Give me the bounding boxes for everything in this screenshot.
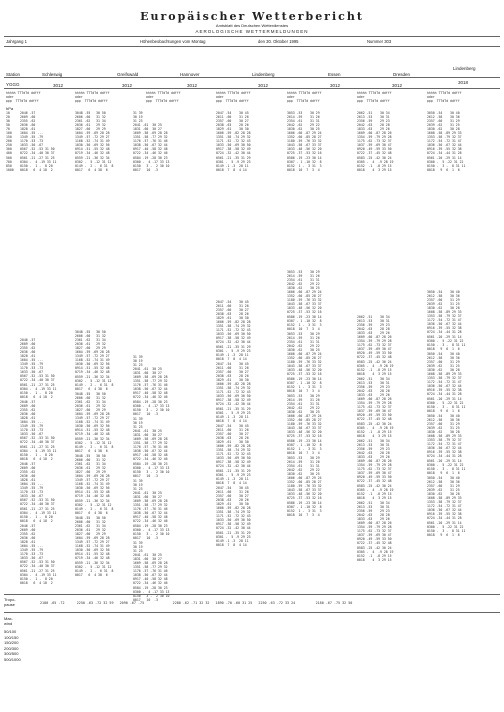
jahrgang: Jahrgang 1: [6, 39, 27, 44]
significant-level-block: 2062 -51 30 34 2613 -53 30 31 2356 -59 29 23 2042 -63 28 28 1833 -63 29 26 1609 -60 -87 28 26 1354 -59 -79 29 28 1175 -62 -73 32 37 1037 -59 -69 30 47 0920 -49 -59 33 50 0722 -37 -45 32 48 0583 -25 -42 30 24 0305 - 4 -9 28 19 0152 -1 -8 29 15 0018 4 3 29 15: [357, 439, 394, 500]
tropopause-label: Tropo- pause: [4, 597, 16, 607]
significant-level-block: 3048 -55 30 50 2606 -60 31 32 2361 -62 31 34 2036 -61 29 32 1827 -60 29 29 1604 -59 -69 28 28 1349 -57 -72 29 27 1168 -52 -74 31 49 1030 -50 -69 32 56 0914 -51 -55 32 48 0719 -34 -46 32 48 0559 -21 -36 32 34 0302 - 5 -12 31 12 0149 - 2 - 6 31 8 0017 6 4 38 6: [75, 516, 114, 577]
station-name: Schleswig: [42, 72, 63, 77]
observation-label: Höhenbeobachtungen vom Montag: [140, 39, 206, 44]
station-data-block: 2047 -54 30 45 2611 -60 31 26 2357 -60 30 27 2038 -63 28 26 1829 -61 30 30 1606 -59 -82 28 28 1351 -58 -74 29 32 1171 -52 -72 32 43 1033 -50 -69 30 50 0917 -38 -58 32 49 0724 -32 -42 30 44 0561 -21 -35 31 29 0301 - 5 -9 29 23 0149 -1 -3 28 11 0018 7 8 4 14: [216, 111, 251, 172]
col-header: hhhhh TTTdTd ddfff oder ppp TTTdTd ddfff: [146, 91, 181, 104]
significant-level-block: 2046 -57 2609 -60 2355 -62 2036 -60 1828 -61 1604 -55 ... 1349 -55 -79 1170 -53 -73 1033 -50 -67 0567 -52 -53 31 50 0722 -34 -40 30 37 0561 -21 -27 31 25 0304 - 4 -19 33 11 0150 - 1 - 8 20 0018 6 4 18 2: [20, 462, 57, 523]
col-header: hhhhh TTTdTd ddfff oder ppp TTTdTd ddfff: [357, 91, 392, 104]
significant-level-block: 2047 -54 30 45 2611 -60 31 26 2357 -60 30 27 2038 -63 28 26 1829 -61 30 30 1606 -59 -82 28 28 1351 -58 -74 29 32 1171 -52 -72 32 43 1033 -50 -69 30 50 0917 -38 -58 32 49 0724 -32 -42 30 44 0561 -21 -35 31 29 0301 - 5 -9 29 23 0149 -1 -3 28 11 0018 7 8 4 14: [216, 424, 251, 485]
station-code: 3012: [187, 83, 198, 88]
maxwind-label: Max- wind: [4, 616, 13, 626]
rule-under-meta: [4, 46, 500, 47]
significant-level-block: 31 39 30 19 31 23 2041 -61 30 25 1831 -60 30 27 1609 -58 -69 28 28 1351 -58 -77 29 32 1176 -57 -76 31 46 1038 -50 -67 32 44 0917 -40 -58 32 48 0722 -34 -46 32 46 0584 -19 -28 30 23 0300 - 4 -17 33 13 0150 3 - 2 30 10 0017 10 -3: [133, 479, 170, 540]
station-name: Dresden: [393, 72, 411, 77]
tropopause-row: 2180 -65 -72 2250 -63 -72 32 59 2090 -67 -75 2280 -62 -71 32 32 1890 -70 -60 31 25 2250 -63 -72 33 24 2180 -67 -75 32 50: [40, 601, 353, 605]
significant-level-block: 2047 -54 30 45 2611 -60 31 26 2357 -60 30 27 2038 -63 28 26 1829 -61 30 30 1606 -59 -82 28 28 1351 -58 -74 29 32 1171 -52 -72 32 43 1033 -50 -69 30 50 0917 -38 -58 32 49 0724 -32 -42 30 44 0561 -21 -35 31 29 0301 - 5 -9 29 23 0149 -1 -3 28 11 0018 7 8 4 14: [216, 486, 251, 547]
station-name: Greifswald: [117, 72, 139, 77]
rule-stations: [4, 77, 500, 78]
significant-level-block: 3050 -54 30 40 2612 -58 30 36 2357 -60 31 29 2039 -62 31 25 1830 -62 30 28 1608 -58 -89 29 33 1353 -58 -79 32 37 1172 -54 -72 31 47 1036 -50 -67 32 44 0916 -39 -55 32 38 0724 -34 -44 31 28 0561 -20 -29 31 14 0300 - 5 -22 31 22 0150 - 3 - 8 31 11 0018 9 6 1 6: [427, 476, 466, 537]
col-header: hhhhh TTTdTd ddfff oder ppp TTTdTd ddfff: [6, 91, 41, 104]
station-data-block: 3053 -53 30 29 2614 -59 31 26 2354 -61 31 31 2042 -62 29 22 1830 -62 30 25 1606 -60 -87 29 24 1352 -60 -85 28 27 1180 -59 -76 33 32 1043 -58 -67 33 37 1033 -48 -56 32 20 0725 -37 -53 32 16 0586 -19 -23 30 14 0307 - 1 -10 32 8 0152 1 - 3 31 3 0018 10 7 3 4: [287, 111, 322, 172]
significant-level-block: 2047 -54 30 45 2611 -60 31 26 2357 -60 30 27 2038 -63 28 26 1829 -61 30 30 1606 -59 -82 28 28 1351 -58 -74 29 32 1171 -52 -72 32 43 1033 -50 -69 30 50 0917 -38 -58 32 49 0724 -32 -42 30 44 0561 -21 -35 31 29 0301 - 5 -9 29 23 0149 -1 -3 28 11 0018 7 8 4 14: [216, 362, 251, 423]
station-code: 3012: [330, 83, 341, 88]
document-subtitle: Amtsblatt des Deutschen Wetterdienstes: [215, 23, 289, 28]
station-data-block: 2046 -57 2609 -60 2355 -62 2036 -60 1828 -61 1604 -55 ... 1349 -55 -79 1170 -53 -73 1033 -50 -67 0567 -52 -53 31 50 0722 -34 -40 30 37 0561 -21 -27 31 25 0304 - 4 -19 33 11 0150 - 1 - 8 20 0018 6 4 18 2: [20, 111, 57, 172]
significant-level-block: 3053 -53 30 29 2614 -59 31 26 2354 -61 31 31 2042 -62 29 22 1830 -62 30 25 1606 -60 -87 29 24 1352 -60 -85 28 27 1180 -59 -76 33 32 1043 -58 -67 33 37 1033 -48 -56 32 20 0725 -37 -53 32 16 0586 -19 -23 30 14 0307 - 1 -10 32 8 0152 1 - 3 31 3 0018 10 7 3 4: [287, 332, 322, 393]
col-header: hhhhh TTTdTd ddfff oder ppp TTTdTd ddfff: [427, 91, 462, 104]
col-header: hhhhh TTTdTd ddfff oder ppp TTTdTd ddfff: [75, 91, 110, 104]
significant-level-block: 3053 -53 30 29 2614 -59 31 26 2354 -61 31 31 2042 -62 29 22 1830 -62 30 25 1606 -60 -87 29 24 1352 -60 -85 28 27 1180 -59 -76 33 32 1043 -58 -67 33 37 1033 -48 -56 32 20 0725 -37 -53 32 16 0586 -19 -23 30 14 0307 - 1 -10 32 8 0152 1 - 3 31 3 0018 10 7 3 4: [287, 270, 322, 331]
significant-level-block: 2046 -57 2609 -60 2355 -62 2036 -60 1828 -61 1604 -55 ... 1349 -55 -79 1170 -53 -73 1033 -50 -67 0567 -52 -53 31 50 0722 -34 -40 30 37 0561 -21 -27 31 25 0304 - 4 -19 33 11 0150 - 1 - 8 20 0018 6 4 18 2: [20, 338, 57, 399]
yggg-label: YGGG: [6, 82, 20, 87]
significant-level-block: 2046 -57 2609 -60 2355 -62 2036 -60 1828 -61 1604 -55 ... 1349 -55 -79 1170 -53 -73 1033 -50 -67 0567 -52 -53 31 50 0722 -34 -40 30 37 0561 -21 -27 31 25 0304 - 4 -19 33 11 0150 - 1 - 8 20 0018 6 4 18 2: [20, 524, 57, 585]
section-title: AEROLOGISCHE WETTERMELDUNGEN: [195, 29, 309, 34]
significant-level-block: 3048 -55 30 50 2606 -60 31 32 2361 -62 31 34 2036 -61 29 32 1827 -60 29 29 1604 -59 -69 28 28 1349 -57 -72 29 27 1168 -52 -74 31 49 1030 -50 -69 32 56 0914 -51 -55 32 48 0719 -34 -46 32 48 0559 -21 -36 32 34 0302 - 5 -12 31 12 0149 - 2 - 6 31 8 0017 6 4 38 6: [75, 392, 114, 453]
station-name: Essen: [328, 72, 341, 77]
observation-date: den 30. Oktober 1995: [258, 39, 299, 44]
station-data-block: 2062 -51 30 34 2613 -53 30 31 2356 -59 29 23 2042 -63 28 28 1833 -63 29 26 1609 -60 -87 28 26 1354 -59 -79 29 28 1175 -62 -73 32 37 1037 -59 -69 30 47 0920 -49 -59 33 50 0722 -37 -45 32 48 0583 -25 -42 30 24 0305 - 4 -9 28 19 0152 -1 -8 29 15 0018 4 3 29 15: [357, 111, 394, 172]
significant-level-block: 3048 -55 30 50 2606 -60 31 32 2361 -62 31 34 2036 -61 29 32 1827 -60 29 29 1604 -59 -69 28 28 1349 -57 -72 29 27 1168 -52 -74 31 49 1030 -50 -69 32 56 0914 -51 -55 32 48 0719 -34 -46 32 48 0559 -21 -36 32 34 0302 - 5 -12 31 12 0149 - 2 - 6 31 8 0017 6 4 38 6: [75, 330, 114, 391]
rule-tropo: [4, 594, 500, 595]
station-data-block: 31 39 30 19 31 23 2041 -61 30 25 1831 -60 30 27 1609 -58 -69 28 28 1351 -58 -77 29 32 1176 -57 -76 31 46 1038 -50 -67 32 44 0917 -40 -58 32 48 0722 -34 -46 32 46 0584 -19 -28 30 23 0300 - 4 -17 33 13 0150 3 - 2 30 10 0017 10 -3: [133, 111, 170, 172]
station-code: 3012: [53, 83, 64, 88]
station-name: Hannover: [180, 72, 200, 77]
significant-level-block: 2046 -57 2609 -60 2355 -62 2036 -60 1828 -61 1604 -55 ... 1349 -55 -79 1170 -53 -73 1033 -50 -67 0567 -52 -53 31 50 0722 -34 -40 30 37 0561 -21 -27 31 25 0304 - 4 -19 33 11 0150 - 1 - 8 20 0018 6 4 18 2: [20, 400, 57, 461]
significant-level-block: 3053 -53 30 29 2614 -59 31 26 2354 -61 31 31 2042 -62 29 22 1830 -62 30 25 1606 -60 -87 29 24 1352 -60 -85 28 27 1180 -59 -76 33 32 1043 -58 -67 33 37 1033 -48 -56 32 20 0725 -37 -53 32 16 0586 -19 -23 30 14 0307 - 1 -10 32 8 0152 1 - 3 31 3 0018 10 7 3 4: [287, 456, 322, 517]
significant-level-block: 3048 -55 30 50 2606 -60 31 32 2361 -62 31 34 2036 -61 29 32 1827 -60 29 29 1604 -59 -69 28 28 1349 -57 -72 29 27 1168 -52 -74 31 49 1030 -50 -69 32 56 0914 -51 -55 32 48 0719 -34 -46 32 48 0559 -21 -36 32 34 0302 - 5 -12 31 12 0149 - 2 - 6 31 8 0017 6 4 38 6: [75, 454, 114, 515]
col-header: hhhhh TTTdTd ddfff oder ppp TTTdTd ddfff: [216, 91, 251, 104]
station-code: 3018: [458, 80, 469, 85]
significant-level-block: 2047 -54 30 45 2611 -60 31 26 2357 -60 30 27 2038 -63 28 26 1829 -61 30 30 1606 -59 -82 28 28 1351 -58 -74 29 32 1171 -52 -72 32 43 1033 -50 -69 30 50 0917 -38 -58 32 49 0724 -32 -42 30 44 0561 -21 -35 31 29 0301 - 5 -9 29 23 0149 -1 -3 28 11 0018 7 8 4 14: [216, 300, 251, 361]
station-code: 3012: [122, 83, 133, 88]
report-number: Nummer 303: [367, 39, 392, 44]
station-data-block: 3050 -54 30 40 2612 -58 30 36 2357 -60 31 29 2039 -62 31 25 1830 -62 30 28 1608 -58 -89 29 33 1353 -58 -79 32 37 1172 -54 -72 31 47 1036 -50 -67 32 44 0916 -39 -55 32 38 0724 -34 -44 31 28 0561 -20 -29 31 14 0300 - 5 -22 31 22 0150 - 3 - 8 31 11 0018 9 6 1 6: [427, 111, 466, 172]
significant-level-block: 31 39 30 19 31 23 2041 -61 30 25 1831 -60 30 27 1609 -58 -69 28 28 1351 -58 -77 29 32 1176 -57 -76 31 46 1038 -50 -67 32 44 0917 -40 -58 32 48 0722 -34 -46 32 46 0584 -19 -28 30 23 0300 - 4 -17 33 13 0150 3 - 2 30 10 0017 10 -3: [133, 417, 170, 478]
station-name: Lindenberg: [252, 72, 275, 77]
pressure-levels: 10 20 30 50 70 100 150 200 250 300 400 500 700 850 1000: [6, 111, 14, 172]
document-title: Europäischer Wetterbericht: [140, 10, 364, 23]
significant-level-block: 31 39 30 19 31 23 2041 -61 30 25 1831 -60 30 27 1609 -58 -69 28 28 1351 -58 -77 29 32 1176 -57 -76 31 46 1038 -50 -67 32 44 0917 -40 -58 32 48 0722 -34 -46 32 46 0584 -19 -28 30 23 0300 - 4 -17 33 13 0150 3 - 2 30 10 0017 10 -3: [133, 541, 170, 602]
station-name: Lindenberg: [453, 66, 476, 71]
significant-level-block: 3050 -54 30 40 2612 -58 30 36 2357 -60 31 29 2039 -62 31 25 1830 -62 30 28 1608 -58 -89 29 33 1353 -58 -79 32 37 1172 -54 -72 31 47 1036 -50 -67 32 44 0916 -39 -55 32 38 0724 -34 -44 31 28 0561 -20 -29 31 14 0300 - 5 -22 31 22 0150 - 3 - 8 31 11 0018 9 6 1 6: [427, 352, 466, 413]
rule-codes: [4, 88, 500, 89]
significant-level-block: 2062 -51 30 34 2613 -53 30 31 2356 -59 29 23 2042 -63 28 28 1833 -63 29 26 1609 -60 -87 28 26 1354 -59 -79 29 28 1175 -62 -73 32 37 1037 -59 -69 30 47 0920 -49 -59 33 50 0722 -37 -45 32 48 0583 -25 -42 30 24 0305 - 4 -9 28 19 0152 -1 -8 29 15 0018 4 3 29 15: [357, 501, 394, 562]
significant-level-block: 3050 -54 30 40 2612 -58 30 36 2357 -60 31 29 2039 -62 31 25 1830 -62 30 28 1608 -58 -89 29 33 1353 -58 -79 32 37 1172 -54 -72 31 47 1036 -50 -67 32 44 0916 -39 -55 32 38 0724 -34 -44 31 28 0561 -20 -29 31 14 0300 - 5 -22 31 22 0150 - 3 - 8 31 11 0018 9 6 1 6: [427, 414, 466, 475]
significant-level-block: 3050 -54 30 40 2612 -58 30 36 2357 -60 31 29 2039 -62 31 25 1830 -62 30 28 1608 -58 -89 29 33 1353 -58 -79 32 37 1172 -54 -72 31 47 1036 -50 -67 32 44 0916 -39 -55 32 38 0724 -34 -44 31 28 0561 -20 -29 31 14 0300 - 5 -22 31 22 0150 - 3 - 8 31 11 0018 9 6 1 6: [427, 290, 466, 351]
col-header: hhhhh TTTdTd ddfff oder ppp TTTdTd ddfff: [287, 91, 322, 104]
station-code: 3012: [258, 83, 269, 88]
station-data-block: 3048 -55 30 50 2606 -60 31 32 2361 -62 31 34 2036 -61 29 32 1827 -60 29 29 1604 -59 -69 28 28 1349 -57 -72 29 27 1168 -52 -74 31 49 1030 -50 -69 32 56 0914 -51 -55 32 48 0719 -34 -46 32 48 0559 -21 -36 32 34 0302 - 5 -12 31 12 0149 - 2 - 6 31 8 0017 6 4 38 6: [75, 111, 114, 172]
significant-level-block: 31 39 30 19 31 23 2041 -61 30 25 1831 -60 30 27 1609 -58 -69 28 28 1351 -58 -77 29 32 1176 -57 -76 31 46 1038 -50 -67 32 44 0917 -40 -58 32 48 0722 -34 -46 32 46 0584 -19 -28 30 23 0300 - 4 -17 33 13 0150 3 - 2 30 10 0017 10 -3: [133, 355, 170, 416]
rule-top: [4, 36, 500, 37]
layer-labels: 50/100 100/150 150/200 200/300 300/500 500/1000: [4, 629, 21, 662]
station-code: 3012: [392, 83, 403, 88]
significant-level-block: 3053 -53 30 29 2614 -59 31 26 2354 -61 31 31 2042 -62 29 22 1830 -62 30 25 1606 -60 -87 29 24 1352 -60 -85 28 27 1180 -59 -76 33 32 1043 -58 -67 33 37 1033 -48 -56 32 20 0725 -37 -53 32 16 0586 -19 -23 30 14 0307 - 1 -10 32 8 0152 1 - 3 31 3 0018 10 7 3 4: [287, 394, 322, 455]
significant-level-block: 2062 -51 30 34 2613 -53 30 31 2356 -59 29 23 2042 -63 28 28 1833 -63 29 26 1609 -60 -87 28 26 1354 -59 -79 29 28 1175 -62 -73 32 37 1037 -59 -69 30 47 0920 -49 -59 33 50 0722 -37 -45 32 48 0583 -25 -42 30 24 0305 - 4 -9 28 19 0152 -1 -8 29 15 0018 4 3 29 15: [357, 315, 394, 376]
significant-level-block: 2062 -51 30 34 2613 -53 30 31 2356 -59 29 23 2042 -63 28 28 1833 -63 29 26 1609 -60 -87 28 26 1354 -59 -79 29 28 1175 -62 -73 32 37 1037 -59 -69 30 47 0920 -49 -59 33 50 0722 -37 -45 32 48 0583 -25 -42 30 24 0305 - 4 -9 28 19 0152 -1 -8 29 15 0018 4 3 29 15: [357, 377, 394, 438]
station-label: Station: [6, 72, 21, 77]
hpa-label: hPa: [6, 106, 14, 111]
rule-maxwind: [4, 612, 500, 613]
